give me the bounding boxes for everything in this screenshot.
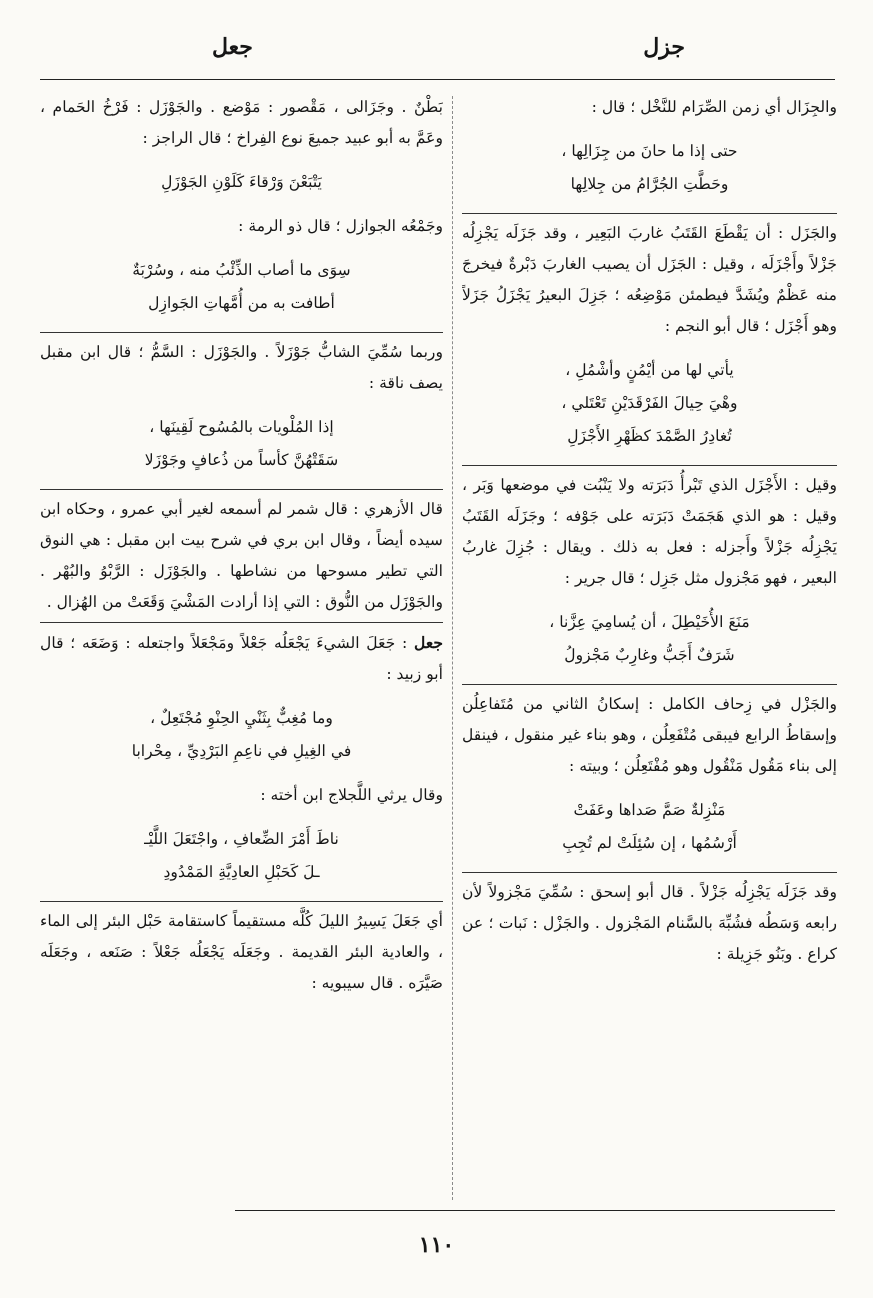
running-head-right: جزل (643, 34, 685, 60)
page-number: ١١٠ (418, 1232, 455, 1258)
entry-paragraph: وقد جَزَلَه يَجْزِلُه جَزْلاً . قال أبو إسحق : سُمِّيَ مَجْزولاً لأن رابعه وَسَطُه فشُبِّهَ بالسَّنام المَجْزول . والجَزْل : نَبات ؛ عن كراع . وبَنُو جَزِيلة : (462, 883, 837, 963)
left-column (40, 92, 443, 1202)
section-separator (462, 872, 837, 873)
entry-paragraph: والجِزَال أي زمن الصِّرَام للنَّخْل ؛ قال : (591, 98, 837, 116)
entry-paragraph (40, 627, 443, 690)
entry-paragraph: أي جَعَلَ يَسِيرُ الليلَ كُلَّه مستقيماً كاستقامة حَبْل البئر إلى الماء ، والعادية البئر القديمة . وجَعَلَه يَجْعَلُه جَعْلاً : صَنَعه ، وجَعَلَه صَيَّرَه . قال سيبويه : (40, 912, 443, 992)
section-separator (40, 489, 443, 490)
verse-line: حتى إذا ما حانَ من جِزَالِها ، (561, 142, 738, 160)
entry-paragraph: وقيل : الأَجْزَل الذي تَبْرأُ دَبَرَته ولا يَنْبُت في موضعها وَبَر ، وقيل : هو الذي هَجَمَتْ دَبَرَته على جَوْفه ؛ وجَزَلَه القَتَبُ يَجْزِلُه جَزْلاً وأَجزله : فعل به ذلك . ويقال : جُزِلَ غاربُ البعير ، فهو مَجْزول مثل جَزِل ؛ قال جرير : (462, 476, 837, 587)
verse-line: تُغادِرُ الصَّمْدَ كظَهْرِ الأَجْزَلِ (567, 427, 732, 445)
verse-line: في الغِيلِ في ناعِمِ البَرْدِيِّ ، مِحْرابا (131, 742, 352, 760)
verse-block (40, 702, 443, 768)
right-column (462, 92, 837, 1202)
section-separator (40, 901, 443, 902)
verse-line: شَرَفٌ أَجَبُّ وغارِبٌ مَجْزولُ (564, 646, 735, 664)
entry-paragraph: وجَمْعُه الجوازل ؛ قال ذو الرمة : (238, 217, 443, 235)
verse-line: يَتْبَعْنَ وَرْقاءَ كَلَوْنِ الجَوْزَلِ (161, 173, 322, 191)
column-divider (452, 96, 453, 1200)
verse-block (40, 166, 443, 199)
footer-rule (235, 1210, 835, 1211)
header-rule (40, 79, 835, 80)
verse-line: وما مُغِبٌّ بِثَنْيِ الحِنْوِ مُجْتَعِلٌ ، (150, 709, 333, 727)
section-separator (40, 332, 443, 333)
verse-block (462, 794, 837, 860)
entry-text: : جَعَلَ الشيءَ يَجْعَلُه جَعْلاً ومَجْعَلاً واجتعله : وَضَعَه ؛ قال أبو زبيد : (40, 634, 443, 683)
entry-paragraph: قال الأزهري : قال شمر لم أسمعه لغير أبي عمرو ، وحكاه ابن سيده أيضاً ، وقال ابن بري في شرح بيت ابن مقبل : هي النوق التي تطير مسوحها من نشاطها . والجَوْزَل : الرَّبْوُ والبُهْر . والجَوْزَل من النُّوق : التي إذا أرادت المَشْيَ وَقَعَتْ من الهُزال . (40, 500, 443, 611)
verse-line: ـلَ كَحَبْلِ العادِيَّةِ المَمْدُودِ (163, 863, 320, 881)
verse-line: يأتي لها من أيْمُنٍ وأشْمُلِ ، (565, 361, 734, 379)
running-head-left: جعل (212, 34, 253, 60)
section-separator (462, 465, 837, 466)
verse-line: إذا المُلْويات بالمُسُوح لَقِينَها ، (149, 418, 334, 436)
section-separator (40, 622, 443, 623)
verse-line: وحَطَّتِ الجُرَّامُ من جِلالِها (570, 175, 729, 193)
verse-line: أطافت به من أُمَّهاتِ الجَوازِل (148, 294, 335, 312)
verse-line: مَنْزِلةٌ صَمَّ صَداها وعَفَتْ (573, 801, 726, 819)
verse-block (40, 411, 443, 477)
entry-paragraph: والجَزَل : أن يَقْطَعَ القَتَبُ غاربَ البَعِير ، وقد جَزَلَه يَجْزِلُه جَزْلاً وأَجْزَلَه ، وقيل : الجَزَل أن يصيب الغاربَ دَبْرةٌ فيخرجَ منه عَظْمٌ ويُشَدَّ فيطمئن مَوْضِعُه ؛ جَزِلَ البعيرُ يَجْزَلُ جَزَلاً وهو أَجْزَل ؛ قال أبو النجم : (462, 224, 837, 335)
verse-line: ناطَ أَمْرَ الضِّعافِ ، واجْتَعَلَ اللَّيْـ (144, 830, 339, 848)
verse-line: سَقَتْهُنَّ كأساً من ذُعافٍ وجَوْزَلا (144, 451, 339, 469)
entry-paragraph: والجَزْل في زِحاف الكامل : إسكانُ الثاني من مُتَفاعِلُن وإسقاطُ الرابع فيبقى مُتْفَعِلُن ، وهو بناء غير منقول ، فينقل إلى بناء مَقُول مَنْقُول وهو مُفْتَعِلُن ؛ وبيته : (462, 695, 837, 775)
section-separator (462, 684, 837, 685)
verse-line: مَنَعَ الأُخَيْطِلَ ، أن يُسامِيَ عِزَّنا ، (549, 613, 750, 631)
verse-block (462, 606, 837, 672)
verse-line: وهْيَ حِيالَ الفَرْقَدَيْنِ تَعْتَلي ، (561, 394, 738, 412)
headword: جعل (414, 633, 443, 652)
verse-line: سِوَى ما أصاب الذِّئْبُ منه ، وسُرْبَةٌ (132, 261, 351, 279)
entry-paragraph: بَطْنٌ . وجَزَالى ، مَقْصور : مَوْضع . والجَوْزَل : فَرْخُ الحَمام ، وعَمَّ به أبو عبيد جميعَ نوع الفِراخ ؛ قال الراجز : (40, 98, 443, 147)
entry-paragraph: وقال يرثي اللَّجلاج ابن أخته : (260, 786, 443, 804)
verse-line: أَرْسُمُها ، إن سُئِلَتْ لم تُجِبِ (562, 834, 737, 852)
verse-block (462, 354, 837, 453)
verse-block (40, 254, 443, 320)
verse-block (40, 823, 443, 889)
verse-block (462, 135, 837, 201)
section-separator (462, 213, 837, 214)
entry-paragraph: وربما سُمِّيَ الشابُّ جَوْزَلاً . والجَوْزَل : السَّمُّ ؛ قال ابن مقبل يصف ناقة : (40, 343, 443, 392)
